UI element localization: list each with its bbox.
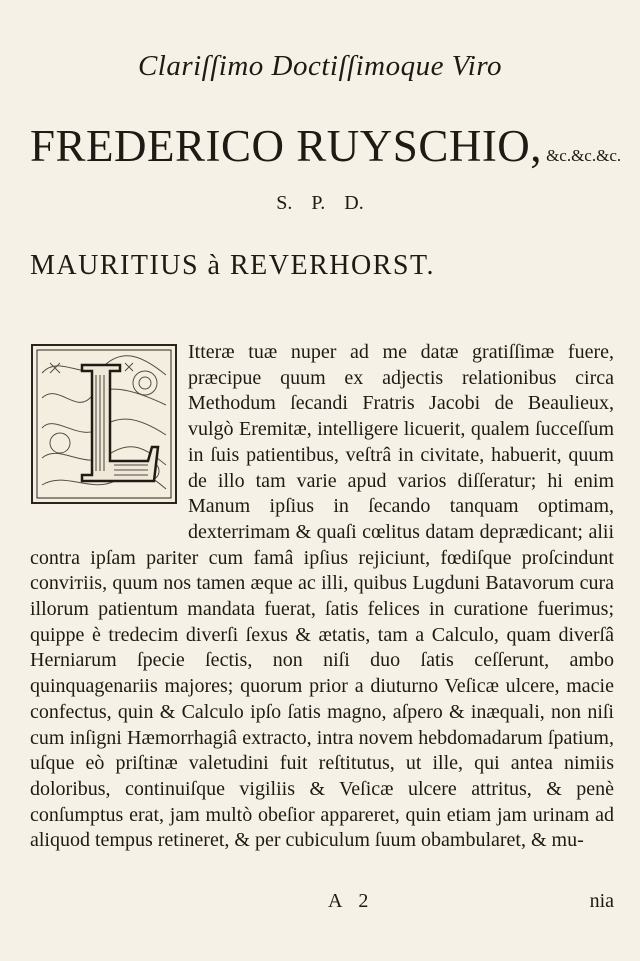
recipient-name-text: FREDERICO RUYSCHIO, — [30, 121, 543, 171]
initial-space — [30, 340, 188, 520]
author-line: MAURITIUS à REVERHORST. — [30, 250, 435, 281]
salutation: S. P. D. — [276, 192, 364, 214]
recipient-name — [30, 120, 630, 172]
main-text — [30, 340, 614, 854]
recipient-etc: &c.&c.&c. — [546, 146, 622, 165]
page-footer — [30, 890, 614, 916]
body-paragraph: Itteræ tuæ nuper ad me datæ gratiſſimæ fuere, præcipue quum ex adjectis relationibus circa Methodum ſecandi Fratris Jacobi de Beaulieux, vulgò Eremitæ, intelligere licuerit, qualem ſucceſſum in ſuis patientibus, veſtrâ in civitate, habuerit, quum de illo tam varie apud varios diſſeratur; hi enim Manum ipſius in ſecando tanquam optimam, dexterrimam & quaſi cœlitus datam deprædicant; alii contra ipſam pariter cum famâ ipſius rejiciunt, fœdiſque proſcindunt conviтiis, quum nos tamen æque ac illi, quibus Lugduni Batavorum cura illorum patientum mandata fuerat, ſatis felices in curatione fuerimus; quippe è tredecim diverſi ſexus & ætatis, tam a Calculo, quam diverſâ Herniarum ſpecie ſectis, non niſi duo ſatis ceſſerunt, ambo quinquagenariis majores; quorum prior a diuturno Veſicæ ulcere, macie confectus, quin & Calculo ipſo ſatis magno, aſpero & inæquali, non niſi cum inſigni Hæmorrhagiâ extracto, intra novem hebdomadarum ſpatium, uſque eò priſtinæ valetudini fuit reſtitutus, ut ille, qui antea nimiis doloribus, continuiſque vigiliis & Veſicæ ulcere attritus, & penè conſumptus erat, jam multò obeſior appareret, quin etiam jam urinam ad aliquod tempus retineret, & per cubiculum ſuum obambularet, & mu- — [30, 341, 614, 852]
dedication-line: Clariſſimo Doctiſſimoque Viro — [137, 50, 503, 82]
catchword: nia — [589, 890, 614, 912]
signature-mark: A 2 — [328, 890, 375, 912]
